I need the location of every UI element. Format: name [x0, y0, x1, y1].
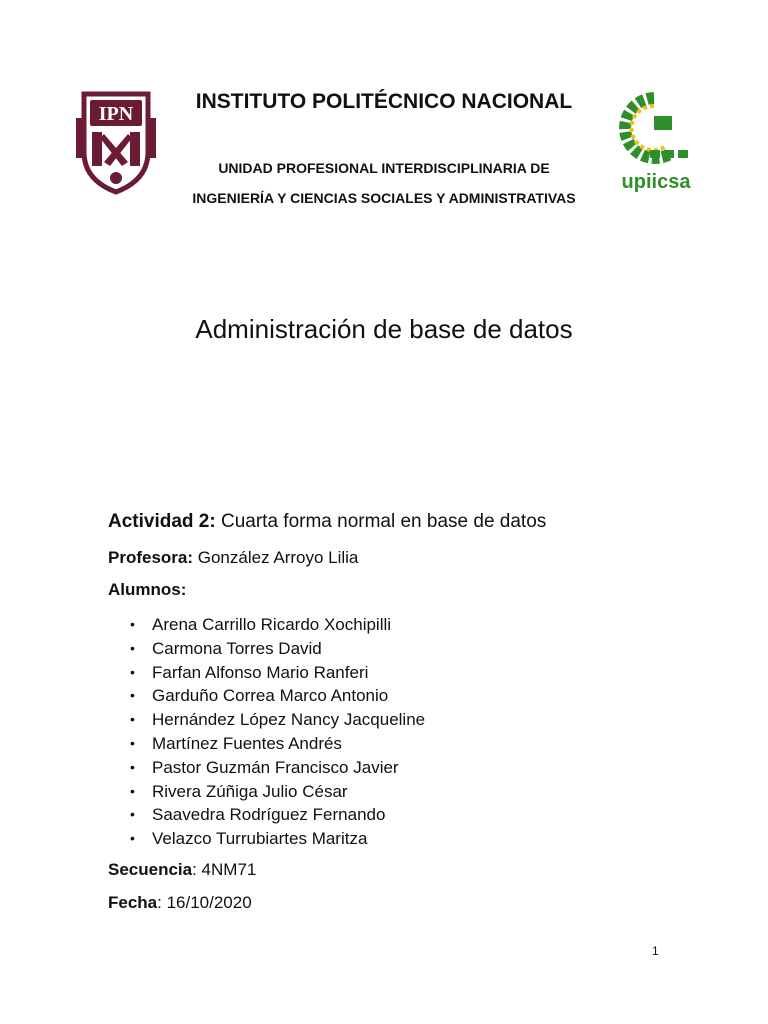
list-item: • Martínez Fuentes Andrés [108, 732, 425, 756]
activity-line [108, 511, 546, 533]
upiicsa-logo-text: upiicsa [621, 171, 691, 193]
bullet-icon: • [130, 663, 135, 680]
students-list [108, 613, 425, 851]
sequence-line [108, 860, 256, 880]
students-label: Alumnos: [108, 580, 187, 599]
list-item: • Rivera Zúñiga Julio César [108, 780, 425, 804]
list-item: • Saavedra Rodríguez Fernando [108, 803, 425, 827]
unit-name-line-1: UNIDAD PROFESIONAL INTERDISCIPLINARIA DE [218, 160, 550, 176]
date-label: Fecha [108, 893, 158, 912]
list-item: • Garduño Correa Marco Antonio [108, 684, 425, 708]
institution-title: INSTITUTO POLITÉCNICO NACIONAL [195, 90, 573, 113]
list-item: • Velazco Turrubiartes Maritza [108, 827, 425, 851]
bullet-icon: • [130, 711, 135, 728]
teacher-label: Profesora: [108, 548, 194, 567]
bullet-icon: • [130, 687, 135, 704]
page-number: 1 [652, 944, 659, 958]
bullet-icon: • [130, 639, 135, 656]
list-item: • Carmona Torres David [108, 637, 425, 661]
list-item: • Hernández López Nancy Jacqueline [108, 708, 425, 732]
teacher-line [108, 548, 358, 568]
bullet-icon: • [130, 782, 135, 799]
sequence-label: Secuencia [108, 860, 193, 879]
bullet-icon: • [130, 758, 135, 775]
activity-value: Cuarta forma normal en base de datos [215, 511, 547, 532]
list-item: • Farfan Alfonso Mario Ranferi [108, 661, 425, 685]
list-item: • Pastor Guzmán Francisco Javier [108, 756, 425, 780]
subject-title: Administración de base de datos [195, 314, 573, 344]
unit-name-line-2: INGENIERÍA Y CIENCIAS SOCIALES Y ADMINISTRATIVAS [192, 190, 576, 206]
ipn-logo-text: IPN [98, 103, 134, 125]
sequence-value: : 4NM71 [192, 860, 257, 879]
list-item: • Arena Carrillo Ricardo Xochipilli [108, 613, 425, 637]
date-value: : 16/10/2020 [157, 893, 252, 912]
bullet-icon: • [130, 830, 135, 847]
bullet-icon: • [130, 806, 135, 823]
ipn-logo-icon [74, 88, 158, 196]
bullet-icon: • [130, 734, 135, 751]
bullet-icon: • [130, 616, 135, 632]
teacher-value: González Arroyo Lilia [193, 548, 359, 567]
upiicsa-logo-icon [614, 92, 698, 194]
activity-label: Actividad 2: [108, 511, 216, 532]
date-line [108, 893, 252, 913]
